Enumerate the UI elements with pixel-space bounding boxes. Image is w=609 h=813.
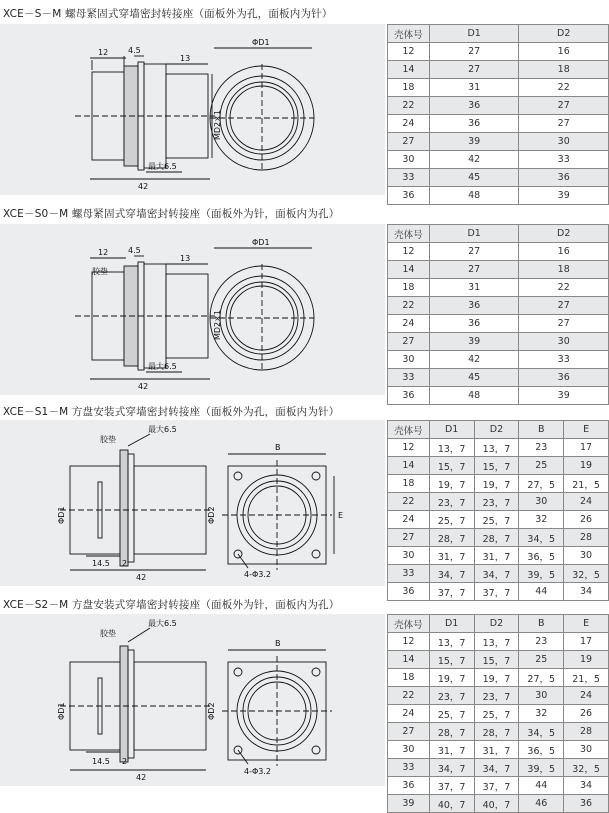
table-cell: 31，7 [474,547,519,565]
table-cell: 30 [564,547,609,565]
table-cell: 12 [388,43,430,61]
table-row [388,529,609,547]
table-cell: 44 [519,583,564,601]
table-cell: 14 [388,651,430,669]
table-cell: 30 [519,133,609,151]
table-row [388,333,609,351]
table-cell: 36 [388,187,430,205]
table-row [388,279,609,297]
table-cell: 33 [388,169,430,187]
spec-table [387,224,609,405]
table-cell: 24 [564,493,609,511]
table-cell: 27 [429,43,519,61]
table-row [388,315,609,333]
table-row [388,151,609,169]
table-cell: 34，7 [429,565,474,583]
spec-table [387,420,609,601]
table-cell: 24 [388,511,430,529]
table-cell: 25，7 [474,705,519,723]
table-row [388,777,609,795]
table-cell: 19，7 [474,475,519,493]
table-cell: 34 [564,777,609,795]
dim-phi-d1: ΦD1 [57,506,66,524]
table-cell: 22 [388,297,430,315]
table-cell: 32 [519,705,564,723]
table-cell: D1 [429,615,474,633]
dim-42: 42 [136,773,147,782]
table-cell: 壳体号 [388,421,430,439]
dim-max: 最大6.5 [148,619,177,628]
table-cell: 24 [388,315,430,333]
table-cell: 36 [429,97,519,115]
table-row [388,43,609,61]
table-cell: 34 [564,583,609,601]
table-cell: 30 [519,687,564,705]
seal-label: 胶垫 [100,629,116,638]
table-cell: 36，5 [519,741,564,759]
table-cell: 19 [564,651,609,669]
table-cell: 28 [564,529,609,547]
table-row [388,243,609,261]
dim-b: B [275,443,281,452]
table-cell: 27 [429,61,519,79]
table-cell: 18 [388,279,430,297]
table-cell: 33 [519,351,609,369]
table-cell: 27 [388,723,430,741]
table-cell: 25 [519,457,564,475]
table-cell: E [564,615,609,633]
dim-e: E [338,511,344,520]
table-cell: D2 [474,615,519,633]
dim-2: 2 [122,757,128,766]
table-cell: 23，7 [429,687,474,705]
table-cell: 15，7 [429,457,474,475]
dim-13: 13 [180,254,191,263]
table-cell: 28，7 [429,723,474,741]
table-cell: 33 [388,565,430,583]
table-cell: 39 [519,187,609,205]
table-cell: 34，7 [429,759,474,777]
table-cell: 39，5 [519,565,564,583]
table-row [388,169,609,187]
dim-phi-d1: ΦD1 [57,702,66,720]
table-cell: 48 [429,187,519,205]
table-cell: 27 [429,243,519,261]
table-cell: 36，5 [519,547,564,565]
drawing-panel [0,224,385,395]
table-cell: 36 [564,795,609,813]
table-cell: 15，7 [474,457,519,475]
table-cell: 34，7 [474,565,519,583]
table-cell: 25，7 [474,511,519,529]
dim-max: 最大6.5 [148,425,177,434]
dim-42: 42 [136,573,147,582]
table-cell: 30 [388,547,430,565]
drawing-panel [0,24,385,195]
table-cell: 27，5 [519,669,564,687]
dim-max: 最大6.5 [148,162,177,171]
table-row [388,651,609,669]
table-cell: 40，7 [474,795,519,813]
table-cell: 30 [519,493,564,511]
table-row [388,457,609,475]
table-row [388,61,609,79]
table-cell: 25，7 [429,511,474,529]
table-row [388,705,609,723]
table-cell: 19，7 [429,669,474,687]
table-cell: 36 [388,777,430,795]
seal-label: 胶垫 [100,435,116,444]
section-title: XCE－S1－M 方盘安装式穿墙密封转接座（面板外为孔，面板内为针） [3,406,340,418]
table-row [388,723,609,741]
table-cell: 33 [388,369,430,387]
table-cell: 33 [519,151,609,169]
table-row [388,115,609,133]
dim-42: 42 [138,182,149,191]
spec-table [387,24,609,205]
table-cell: 18 [519,261,609,279]
header-cell: D2 [519,25,609,43]
table-cell: 18 [388,475,430,493]
table-row [388,795,609,813]
table-cell: 30 [564,741,609,759]
table-cell: 12 [388,243,430,261]
table-cell: 27 [388,333,430,351]
table-cell: 24 [388,115,430,133]
table-cell: 37，7 [429,583,474,601]
table-cell: 16 [519,43,609,61]
table-cell: 32 [519,511,564,529]
table-row [388,297,609,315]
table-row [388,565,609,583]
table-row [388,97,609,115]
table-cell: 39，5 [519,759,564,777]
dim-holes: 4-Φ3.2 [244,570,271,579]
dim-max: 最大6.5 [148,362,177,371]
table-header-row [388,421,609,439]
table-cell: 40，7 [429,795,474,813]
table-cell: 27 [388,529,430,547]
table-cell: 14 [388,61,430,79]
table-cell: 31 [429,79,519,97]
table-row [388,187,609,205]
table-cell: 30 [388,351,430,369]
table-cell: 22 [519,279,609,297]
table-row [388,133,609,151]
drawing-panel [0,614,385,786]
table-cell: 27，5 [519,475,564,493]
table-cell: 36 [429,297,519,315]
dim-2: 2 [122,559,128,568]
table-cell: 34，5 [519,529,564,547]
table-cell: 13，7 [474,633,519,651]
table-cell: 21，5 [564,669,609,687]
dim-phi-d2: ΦD2 [207,702,216,720]
drawing-panel [0,420,385,586]
table-cell: 31，7 [474,741,519,759]
table-cell: 48 [429,387,519,405]
table-row [388,511,609,529]
table-cell: 17 [564,439,609,457]
table-cell: 28 [564,723,609,741]
table-cell: 45 [429,169,519,187]
table-cell: 24 [388,705,430,723]
dim-4-5: 4.5 [128,46,141,55]
table-cell: 13，7 [474,439,519,457]
dim-4-5: 4.5 [128,246,141,255]
table-cell: 36 [519,169,609,187]
table-cell: 18 [519,61,609,79]
table-cell: 18 [388,669,430,687]
table-cell: 31 [429,279,519,297]
table-cell: B [519,421,564,439]
header-cell: D1 [429,25,519,43]
dim-b: B [275,639,281,648]
dim-14-5: 14.5 [92,559,110,568]
table-cell: 31，7 [429,741,474,759]
dim-14-5: 14.5 [92,757,110,766]
dim-md2: MD2×1 [213,110,222,140]
table-cell: 15，7 [429,651,474,669]
table-cell: 34，5 [519,723,564,741]
table-cell: 32，5 [564,759,609,777]
table-cell: D1 [429,421,474,439]
table-cell: 45 [429,369,519,387]
table-cell: 17 [564,633,609,651]
table-cell: 23 [519,633,564,651]
table-cell: 19，7 [474,669,519,687]
table-cell: 23，7 [429,493,474,511]
table-cell: 22 [388,97,430,115]
table-cell: 25 [519,651,564,669]
header-cell: D1 [429,225,519,243]
table-cell: 42 [429,351,519,369]
table-cell: 27 [519,315,609,333]
connector-drawing [0,24,385,195]
table-row [388,669,609,687]
table-cell: 44 [519,777,564,795]
table-cell: 31，7 [429,547,474,565]
table-cell: 15，7 [474,651,519,669]
table-cell: 16 [519,243,609,261]
table-cell: 14 [388,261,430,279]
table-cell: 22 [388,493,430,511]
table-cell: 36 [388,583,430,601]
table-cell: 30 [388,741,430,759]
table-row [388,741,609,759]
header-cell: D2 [519,225,609,243]
spec-table [387,614,609,813]
table-cell: 26 [564,511,609,529]
dim-phi-d1: ΦD1 [252,38,270,47]
table-cell: 25，7 [429,705,474,723]
table-cell: 22 [519,79,609,97]
dim-42: 42 [138,382,149,391]
table-cell: 37，7 [474,777,519,795]
table-cell: 13，7 [429,633,474,651]
table-cell: 24 [564,687,609,705]
table-row [388,261,609,279]
table-cell: 30 [388,151,430,169]
seal-label: 胶垫 [92,267,108,276]
table-cell: 37，7 [429,777,474,795]
table-header-row [388,225,609,243]
dim-phi-d2: ΦD2 [207,506,216,524]
table-cell: 39 [388,795,430,813]
table-cell: 32，5 [564,565,609,583]
table-row [388,439,609,457]
table-cell: 12 [388,633,430,651]
table-cell: 12 [388,439,430,457]
table-cell: 30 [519,333,609,351]
table-cell: 36 [429,315,519,333]
table-cell: 23，7 [474,687,519,705]
table-cell: 28，7 [429,529,474,547]
connector-drawing [0,224,385,395]
table-row [388,583,609,601]
table-cell: 37，7 [474,583,519,601]
table-cell: E [564,421,609,439]
table-cell: 42 [429,151,519,169]
table-row [388,633,609,651]
table-cell: 39 [429,133,519,151]
section-title: XCE－S2－M 方盘安装式穿墙密封转接座（面板外为针，面板内为孔） [3,599,340,611]
table-cell: 27 [429,261,519,279]
table-cell: 14 [388,457,430,475]
table-cell: 27 [519,297,609,315]
table-cell: 34，7 [474,759,519,777]
table-cell: 19，7 [429,475,474,493]
dim-md2: MD2×1 [213,310,222,340]
table-header-row [388,615,609,633]
table-cell: D2 [474,421,519,439]
table-cell: 33 [388,759,430,777]
table-cell: 23 [519,439,564,457]
table-cell: 39 [429,333,519,351]
table-header-row [388,25,609,43]
table-row [388,759,609,777]
table-cell: 26 [564,705,609,723]
table-row [388,547,609,565]
header-cell: 壳体号 [388,225,430,243]
table-cell: 28，7 [474,529,519,547]
table-cell: 46 [519,795,564,813]
table-cell: 18 [388,79,430,97]
table-row [388,493,609,511]
table-cell: 21，5 [564,475,609,493]
dim-12: 12 [98,48,109,57]
dim-12: 12 [98,248,109,257]
dim-13: 13 [180,54,191,63]
table-row [388,475,609,493]
table-cell: 23，7 [474,493,519,511]
table-cell: 39 [519,387,609,405]
table-cell: 36 [429,115,519,133]
table-cell: 22 [388,687,430,705]
connector-drawing [0,614,385,786]
table-cell: 27 [519,115,609,133]
table-row [388,687,609,705]
table-cell: 27 [519,97,609,115]
table-row [388,387,609,405]
connector-drawing [0,420,385,586]
table-cell: 36 [388,387,430,405]
section-title: XCE－S－M 螺母紧固式穿墙密封转接座（面板外为孔，面板内为针） [3,8,333,20]
table-cell: 壳体号 [388,615,430,633]
table-cell: 36 [519,369,609,387]
dim-phi-d1: ΦD1 [252,238,270,247]
table-row [388,79,609,97]
table-cell: 27 [388,133,430,151]
table-row [388,351,609,369]
table-row [388,369,609,387]
table-cell: 13，7 [429,439,474,457]
table-cell: 19 [564,457,609,475]
table-cell: B [519,615,564,633]
table-cell: 28，7 [474,723,519,741]
section-title: XCE－S0－M 螺母紧固式穿墙密封转接座（面板外为针，面板内为孔） [3,208,340,220]
dim-holes: 4-Φ3.2 [244,767,271,776]
header-cell: 壳体号 [388,25,430,43]
